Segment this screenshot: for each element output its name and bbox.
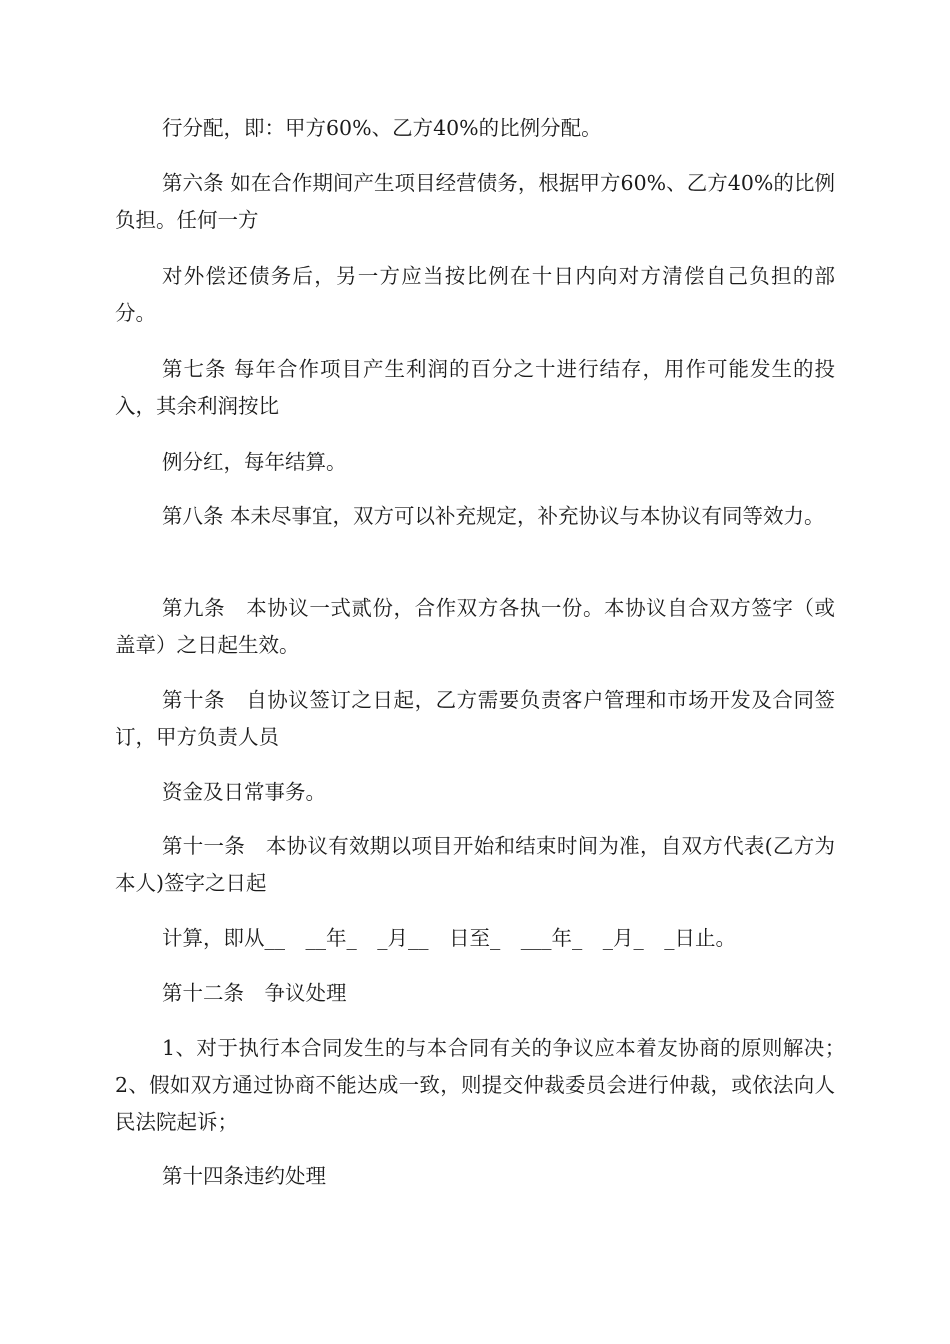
paragraph-article-12-heading: 第十二条 争议处理 <box>162 981 347 1005</box>
paragraph-article-12-body: 1、对于执行本合同发生的与本合同有关的争议应本着友协商的原则解决； 2、假如双方通过协商不能达成一致，则提交仲裁委员会进行仲裁，或依法向人民法院起诉； <box>115 1036 856 1134</box>
paragraph-article-10: 第十条 自协议签订之日起，乙方需要负责客户管理和市场开发及合同签订，甲方负责人员 <box>115 688 835 749</box>
paragraph-article-6-continued: 对外偿还债务后，另一方应当按比例在十日内向对方清偿自己负担的部分。 <box>115 264 835 325</box>
paragraph-article-7-continued: 例分红，每年结算。 <box>162 450 347 474</box>
paragraph-article-11: 第十一条 本协议有效期以项目开始和结束时间为准，自双方代表(乙方为本人)签字之日起 <box>115 834 835 895</box>
paragraph-article-10-continued: 资金及日常事务。 <box>162 780 326 804</box>
paragraph-article-9: 第九条 本协议一式贰份，合作双方各执一份。本协议自合双方签字（或盖章）之日起生效。 <box>115 596 835 657</box>
paragraph-article-8: 第八条 本未尽事宜，双方可以补充规定，补充协议与本协议有同等效力。 <box>162 504 825 528</box>
paragraph-article-14-heading: 第十四条违约处理 <box>162 1164 326 1188</box>
paragraph-article-6: 第六条 如在合作期间产生项目经营债务，根据甲方60%、乙方40%的比例负担。任何一方 <box>115 171 835 232</box>
paragraph-profit-distribution: 行分配，即：甲方60%、乙方40%的比例分配。 <box>162 116 602 140</box>
paragraph-article-7: 第七条 每年合作项目产生利润的百分之十进行结存，用作可能发生的投入，其余利润按比 <box>115 357 835 418</box>
paragraph-article-11-dates: 计算，即从__ __年_ _月__ 日至_ ___年_ _月_ _日止。 <box>162 926 736 950</box>
